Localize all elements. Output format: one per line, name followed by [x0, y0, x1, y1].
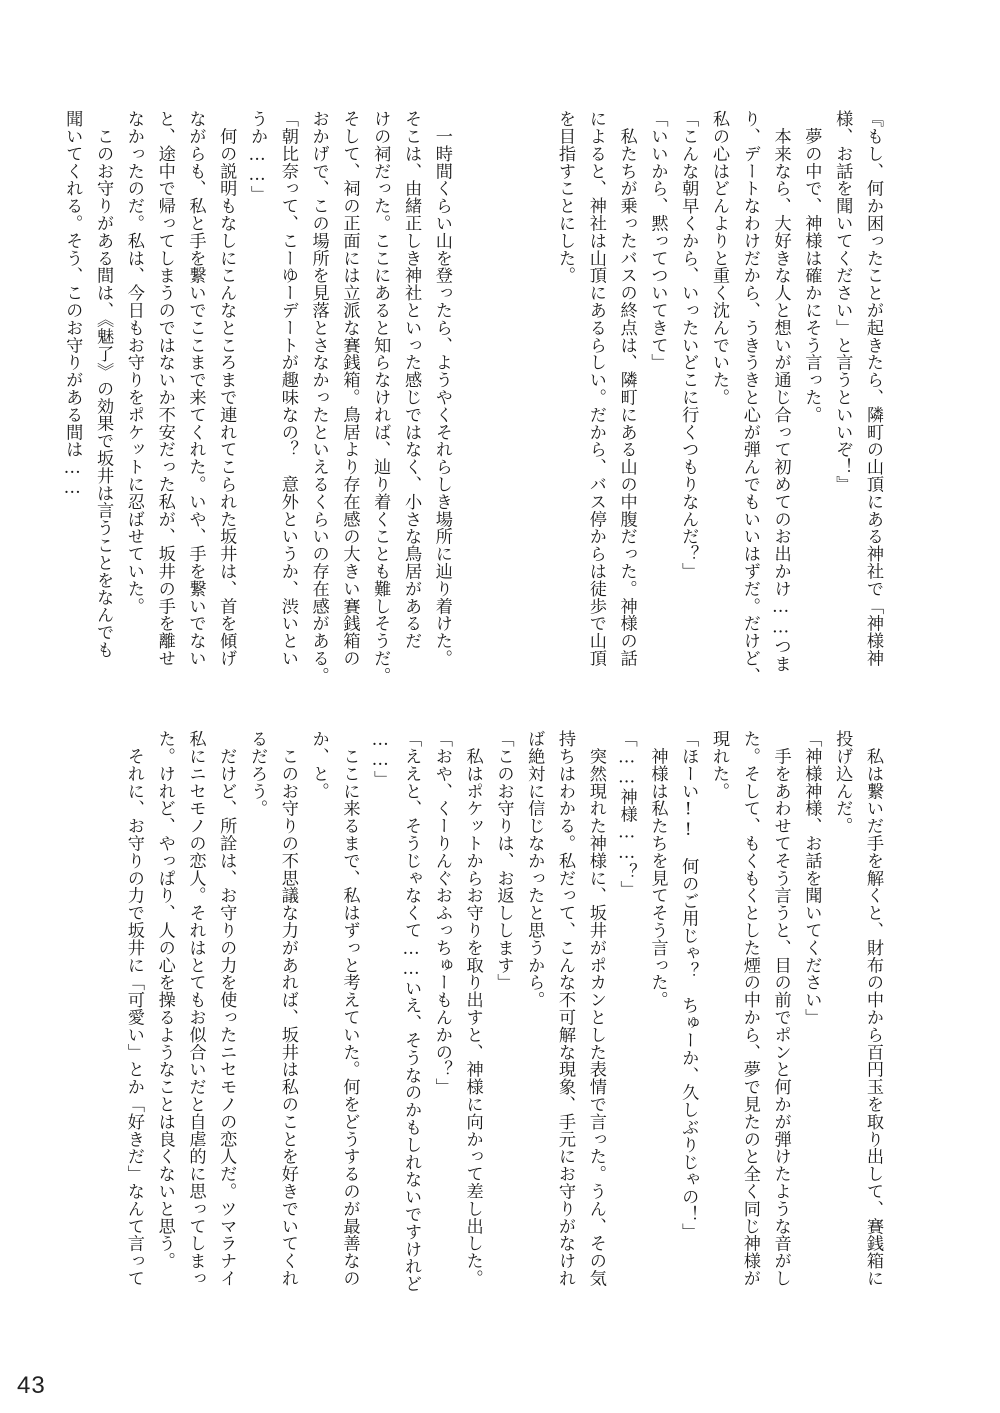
text-line: だけど、所詮は、お守りの力を使ったニセモノの恋人だ。ツマラナイ — [216, 730, 237, 1287]
text-line: 様、お話を聞いてください」と言うといいぞ！』 — [832, 110, 853, 493]
text-line: 『もし、何か困ったことが起きたら、隣町の山頂にある神社で「神様神 — [863, 110, 883, 667]
text-line: 手をあわせてそう言うと、目の前でポンと何かが弾けたような音がし — [770, 730, 791, 1287]
text-line: 「このお守りは、お返しします」 — [493, 730, 514, 991]
text-line — [518, 110, 549, 715]
text-line: か、と。 — [308, 730, 329, 800]
text-line: 私の心はどんよりと重く沈んでいた。 — [709, 110, 730, 406]
text-line: 「ほーい!! 何のご用じゃ？ ちゅーか、久しぶりじゃの！」 — [678, 730, 699, 1241]
text-line: このお守りがある間は、《魅了》の効果で坂井は言うことをなんでも — [93, 110, 114, 659]
text-line: けの祠だった。ここにあると知らなければ、辿り着くことも難しそうだ。 — [370, 110, 391, 685]
text-block-top — [62, 110, 888, 715]
text-line: ここに来るまで、私はずっと考えていた。何をどうするのが最善なの — [339, 730, 360, 1287]
text-line: 現れた。 — [709, 730, 730, 800]
text-line: 夢の中で、神様は確かにそう言った。 — [801, 110, 822, 424]
text-line: 私は繋いだ手を解くと、財布の中から百円玉を取り出して、賽銭箱に — [863, 730, 883, 1287]
text-line: 突然現れた神様に、坂井がポカンとした表情で言った。うん、その気 — [585, 730, 606, 1287]
text-line: 私にニセモノの恋人。それはとてもお似合いだと自虐的に思ってしまっ — [185, 730, 206, 1287]
text-line: 一時間くらい山を登ったら、ようやくそれらしき場所に辿り着けた。 — [431, 110, 452, 667]
text-line: そして、祠の正面には立派な賽銭箱。鳥居より存在感の大きい賽銭箱の — [339, 110, 360, 667]
text-line: 「神様神様、お話を聞いてください」 — [801, 730, 822, 1026]
text-line: と、途中で帰ってしまうのではないか不安だった私が、坂井の手を離せ — [154, 110, 175, 667]
text-line: 本来なら、大好きな人と想いが通じ合って初めてのお出かけ……つま — [770, 110, 791, 673]
text-line: 何の説明もなしにこんなところまで連れてこられた坂井は、首を傾げ — [216, 110, 237, 667]
text-line: るだろう。 — [247, 730, 268, 817]
text-line: た。けれど、やっぱり、人の心を操るようなことは良くないと思う。 — [154, 730, 175, 1270]
text-line: 「こんな朝早くから、いったいどこに行くつもりなんだ？」 — [678, 110, 699, 580]
text-line: 神様は私たちを見てそう言った。 — [647, 730, 668, 1009]
text-line: 「朝比奈って、こーゆーデートが趣味なの？ 意外というか、渋いとい — [277, 110, 298, 667]
text-line: 持ちはわかる。私だって、こんな不可解な現象、手元にお守りがなけれ — [555, 730, 576, 1287]
text-line: を目指すことにした。 — [555, 110, 576, 284]
text-line: 投げ込んだ。 — [832, 730, 853, 835]
text-line: ば絶対に信じなかったと思うから。 — [524, 730, 545, 1009]
text-line — [488, 110, 519, 715]
text-line: このお守りの不思議な力があれば、坂井は私のことを好きでいてくれ — [277, 730, 298, 1287]
text-line: 「……神様……？」 — [616, 730, 637, 898]
page-number: 43 — [17, 1372, 46, 1399]
text-line: り、デートなわけだから、うきうきと心が弾んでもいいはずだ。だけど、 — [739, 110, 760, 685]
text-line: 「ええと、そうじゃなくて……いえ、そうなのかもしれないですけれど — [401, 730, 422, 1293]
text-block-bottom — [118, 730, 888, 1335]
text-line: ながらも、私と手を繋いでここまで来てくれた。いや、手を繋いでない — [185, 110, 206, 667]
text-line: そこは、由緒正しき神社といった感じではなく、小さな鳥居があるだ — [401, 110, 422, 650]
text-line: うか……」 — [247, 110, 268, 203]
text-line: おかげで、この場所を見落とさなかったといえるくらいの存在感がある。 — [308, 110, 329, 685]
text-line: 聞いてくれる。そう、このお守りがある間は…… — [62, 110, 83, 499]
text-line: によると、神社は山頂にあるらしい。だから、バス停からは徒歩で山頂 — [585, 110, 606, 667]
text-line: 「いいから、黙ってついてきて」 — [647, 110, 668, 371]
text-line: なかったのだ。私は、今日もお守りをポケットに忍ばせていた。 — [123, 110, 144, 615]
text-line: ……」 — [370, 730, 391, 788]
text-line: 私はポケットからお守りを取り出すと、神様に向かって差し出した。 — [462, 730, 483, 1287]
text-line: それに、お守りの力で坂井に「可愛い」とか「好きだ」なんて言って — [123, 730, 144, 1287]
text-line — [457, 110, 488, 715]
text-line: 「おや、くーりんぐおふっちゅーもんかの？」 — [431, 730, 452, 1096]
text-line: た。そして、もくもくとした煙の中から、夢で見たのと全く同じ神様が — [739, 730, 760, 1287]
text-line: 私たちが乗ったバスの終点は、隣町にある山の中腹だった。神様の話 — [616, 110, 637, 667]
